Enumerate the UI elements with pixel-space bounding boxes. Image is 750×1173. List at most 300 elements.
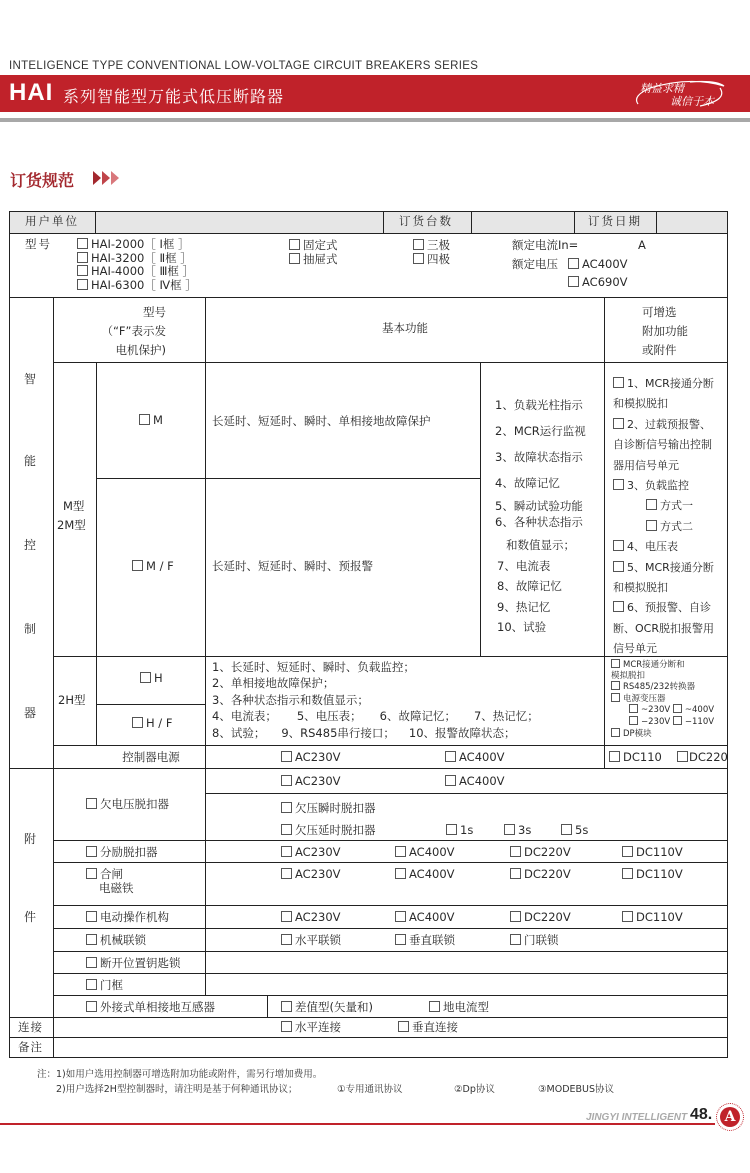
addon-option[interactable]: [613, 517, 714, 537]
checkbox[interactable]: [86, 798, 97, 809]
col-divider: [656, 211, 657, 233]
option-label: AC400V: [409, 910, 455, 924]
option-label: AC230V: [295, 750, 341, 764]
checkbox[interactable]: [561, 824, 572, 835]
slogan-line1: 精益求精: [640, 82, 684, 95]
checkbox[interactable]: [140, 672, 151, 683]
header-line: 型号: [143, 305, 166, 319]
checkbox[interactable]: [629, 704, 638, 713]
checkbox[interactable]: [77, 265, 88, 276]
controller-power-label: 控制器电源: [122, 750, 180, 764]
option-label: 门联锁: [524, 933, 559, 947]
frame-option[interactable]: [77, 252, 197, 266]
checkbox[interactable]: [677, 751, 688, 762]
function-item: 1、负载光柱指示: [495, 398, 583, 412]
option-label: DC110V: [636, 845, 683, 859]
user-unit-field[interactable]: [97, 212, 382, 232]
motor-option[interactable]: [281, 910, 341, 924]
interlock-option[interactable]: [395, 933, 455, 947]
option-label: AC230V: [295, 910, 341, 924]
checkbox[interactable]: [622, 868, 633, 879]
checkbox[interactable]: [281, 824, 292, 835]
addon-option[interactable]: [673, 705, 714, 715]
checkbox[interactable]: [86, 979, 97, 990]
checkbox[interactable]: [622, 911, 633, 922]
interlock-option[interactable]: [510, 933, 559, 947]
section-title: 订货规范: [10, 171, 75, 190]
motor-operator[interactable]: [86, 910, 169, 924]
option-label: 差值型(矢量和): [295, 1000, 373, 1014]
pole-options: [413, 238, 450, 266]
option-label: DC110V: [636, 910, 683, 924]
model-column-header: [56, 303, 166, 360]
mount-label: 抽屉式: [303, 252, 338, 266]
checkbox[interactable]: [510, 911, 521, 922]
remarks-label: 备注: [18, 1040, 43, 1054]
m-description: 长延时、短延时、瞬时、单相接地故障保护: [212, 414, 431, 428]
checkbox[interactable]: [622, 846, 633, 857]
undervoltage-release[interactable]: [86, 797, 169, 811]
checkbox[interactable]: [445, 751, 456, 762]
pole-option[interactable]: [413, 252, 450, 266]
addon-text: 5、MCR接通分断: [627, 560, 714, 574]
col-divider: [205, 297, 206, 768]
controller-section-char: 能: [24, 454, 37, 468]
option-label: AC400V: [409, 845, 455, 859]
checkbox[interactable]: [281, 846, 292, 857]
h-addon-list: [611, 659, 714, 739]
function-item: 8、试验；: [212, 725, 266, 740]
header-line: 可增选: [642, 305, 677, 319]
function-item: 4、故障记忆: [495, 476, 560, 490]
addon-text: 方式二: [660, 519, 693, 533]
key-lock[interactable]: [86, 956, 181, 970]
quantity-label: 订货台数: [399, 214, 453, 228]
checkbox[interactable]: [77, 252, 88, 263]
frame-option[interactable]: [77, 279, 197, 293]
closing-coil[interactable]: [86, 867, 134, 895]
checkbox[interactable]: [613, 377, 624, 388]
function-item: 5、瞬动试验功能: [495, 499, 583, 513]
addon-option[interactable]: [613, 374, 714, 394]
addon-text: 器用信号单元: [613, 458, 679, 472]
addon-column-header: [642, 303, 688, 360]
frame-option[interactable]: [77, 238, 197, 252]
quantity-field[interactable]: [473, 212, 573, 232]
option-label: DC110V: [636, 867, 683, 881]
function-item: 10、试验: [497, 620, 547, 634]
checkbox[interactable]: [132, 717, 143, 728]
m-type-label: [57, 497, 86, 535]
uv-delay-option[interactable]: [561, 823, 588, 837]
checkbox[interactable]: [395, 868, 406, 879]
function-item: 4、电流表；: [212, 709, 277, 724]
m-function-list-b: [495, 498, 583, 530]
checkbox[interactable]: [673, 716, 682, 725]
checkbox[interactable]: [281, 1021, 292, 1032]
slogan-line2: 诚信于本: [670, 95, 714, 108]
col-divider: [267, 995, 268, 1017]
option-label: M: [153, 413, 163, 427]
addon-text: 1、MCR接通分断: [627, 377, 714, 390]
checkbox[interactable]: [395, 934, 406, 945]
header-line: 或附件: [642, 343, 677, 357]
option-label: M / F: [146, 559, 174, 573]
checkbox[interactable]: [568, 258, 579, 269]
checkbox[interactable]: [510, 846, 521, 857]
basic-function-header: 基本功能: [382, 321, 428, 335]
chapter-badge-letter: A: [720, 1107, 740, 1127]
shunt-option[interactable]: [281, 845, 341, 859]
checkbox[interactable]: [568, 276, 579, 287]
option-label: DC220V: [524, 910, 571, 924]
checkbox[interactable]: [609, 751, 620, 762]
power-option[interactable]: [677, 750, 728, 764]
frame-options: [77, 238, 197, 292]
col-divider: [471, 211, 472, 233]
addon-text: 电源变压器: [623, 693, 666, 704]
addon-option[interactable]: [611, 659, 714, 671]
addon-text: 断、OCR脱扣报警用: [613, 621, 714, 635]
addon-option[interactable]: [611, 693, 714, 705]
col-divider: [53, 297, 54, 1057]
checkbox[interactable]: [281, 868, 292, 879]
addon-option[interactable]: [611, 681, 714, 693]
mechanical-interlock[interactable]: [86, 933, 146, 947]
option-label: AC230V: [295, 774, 341, 788]
table-border: [9, 211, 10, 1058]
option-label: 3s: [518, 823, 532, 837]
checkbox[interactable]: [398, 1021, 409, 1032]
checkbox[interactable]: [281, 775, 292, 786]
checkbox[interactable]: [646, 520, 657, 531]
checkbox[interactable]: [613, 540, 624, 551]
checkbox[interactable]: [86, 868, 97, 879]
checkbox[interactable]: [86, 846, 97, 857]
row-divider: [53, 995, 728, 996]
checkbox[interactable]: [413, 239, 424, 250]
option-label: 1s: [460, 823, 474, 837]
uv-voltage-option[interactable]: [445, 774, 505, 788]
option-label: 5s: [575, 823, 589, 837]
checkbox[interactable]: [86, 1001, 97, 1012]
user-unit-label: 用户单位: [25, 214, 79, 228]
accessory-label: 分励脱扣器: [100, 845, 158, 859]
hf-option[interactable]: [132, 716, 172, 730]
addon-text: 信号单元: [613, 642, 657, 656]
function-item: 6、各种状态指示: [495, 515, 583, 529]
checkbox[interactable]: [504, 824, 515, 835]
row-divider: [96, 478, 480, 479]
addon-option[interactable]: [613, 415, 714, 435]
function-item: 7、热记忆；: [473, 709, 539, 724]
function-item: 8、故障记忆: [497, 579, 562, 593]
shunt-release[interactable]: [86, 845, 158, 859]
pole-label: 四极: [427, 252, 450, 266]
addon-option[interactable]: [613, 496, 714, 516]
checkbox[interactable]: [611, 693, 620, 702]
header-line: （“F”表示发: [101, 324, 166, 338]
h-type-label: 2H型: [58, 693, 86, 707]
function-item: 1、长延时、短延时、瞬时、负载监控；: [212, 660, 415, 674]
row-divider: [53, 951, 728, 952]
accessory-label: 断开位置钥匙锁: [100, 956, 181, 970]
option-label: 垂直联锁: [409, 933, 455, 947]
checkbox[interactable]: [132, 560, 143, 571]
addon-option[interactable]: [629, 705, 670, 715]
option-label: 欠压延时脱扣器: [295, 823, 376, 837]
addon-text: MCR接通分断和: [623, 660, 685, 670]
protocol-option: ②Dp协议: [454, 1084, 495, 1095]
motor-option[interactable]: [395, 910, 455, 924]
checkbox[interactable]: [289, 239, 300, 250]
checkbox[interactable]: [613, 479, 624, 490]
row-divider: [96, 704, 206, 705]
checkbox[interactable]: [646, 499, 657, 510]
m-function-list-a: [495, 392, 586, 496]
checkbox[interactable]: [281, 751, 292, 762]
addon-text: 和模拟脱扣: [613, 581, 668, 595]
frame-option[interactable]: [77, 265, 197, 279]
checkbox[interactable]: [611, 681, 620, 690]
power-option[interactable]: [281, 750, 341, 764]
m-function-list-c: [497, 535, 575, 638]
function-item: 2、MCR运行监视: [495, 424, 586, 438]
accessory-label: 门框: [100, 978, 123, 992]
mf-option[interactable]: [132, 559, 174, 573]
addon-option[interactable]: [613, 476, 714, 496]
checkbox[interactable]: [281, 802, 292, 813]
addon-text: 自诊断信号输出控制: [613, 438, 712, 452]
option-label: 垂直连接: [412, 1020, 458, 1034]
protocol-option: ③MODEBUS协议: [538, 1084, 615, 1095]
addon-text: 方式一: [660, 499, 693, 513]
checkbox[interactable]: [510, 868, 521, 879]
series-title-cn: 系列智能型万能式低压断路器: [63, 87, 285, 106]
chapter-badge-icon: [716, 1103, 744, 1131]
row-divider: [53, 862, 728, 863]
rated-current-label: 额定电流In=: [512, 238, 579, 252]
power-option[interactable]: [445, 750, 505, 764]
rated-voltage-label: 额定电压: [512, 257, 558, 271]
option-label: 地电流型: [443, 1000, 489, 1014]
rated-current-field[interactable]: [578, 238, 633, 252]
closing-option[interactable]: [622, 867, 683, 881]
pole-option[interactable]: [413, 238, 450, 252]
checkbox[interactable]: [86, 957, 97, 968]
checkbox[interactable]: [289, 253, 300, 264]
note-line-2: 2)用户选择2H型控制器时，请注明是基于何种通讯协议；: [56, 1084, 298, 1095]
shunt-option[interactable]: [622, 845, 683, 859]
type-line: 2M型: [57, 518, 86, 532]
shunt-option[interactable]: [510, 845, 571, 859]
ct-option[interactable]: [429, 1000, 489, 1014]
col-divider: [604, 297, 605, 768]
option-label: AC230V: [295, 867, 341, 881]
option-label: H: [154, 671, 163, 685]
checkbox[interactable]: [673, 704, 682, 713]
addon-option[interactable]: [629, 717, 670, 727]
row-divider: [205, 793, 728, 794]
row-divider: [9, 768, 728, 769]
function-item: 3、故障状态指示: [495, 450, 583, 464]
controller-section-char: 智: [24, 372, 37, 386]
function-item: 9、RS485串行接口；: [281, 725, 395, 740]
ground-ct[interactable]: [86, 1000, 215, 1014]
mount-option[interactable]: [289, 252, 338, 266]
uv-delay-option[interactable]: [446, 823, 473, 837]
checkbox[interactable]: [395, 846, 406, 857]
checkbox[interactable]: [446, 824, 457, 835]
function-item: 和数值显示；: [506, 538, 575, 552]
addon-text: 3、负载监控: [627, 479, 689, 493]
option-label: DC220V: [524, 867, 571, 881]
option-label: AC400V: [459, 774, 505, 788]
rated-voltage-option[interactable]: [568, 257, 628, 271]
checkbox[interactable]: [510, 934, 521, 945]
rated-voltage-option[interactable]: [568, 275, 628, 289]
checkbox[interactable]: [613, 601, 624, 612]
pole-label: 三极: [427, 238, 450, 252]
uv-delayed-option[interactable]: [281, 823, 376, 837]
checkbox[interactable]: [281, 934, 292, 945]
checkbox[interactable]: [139, 414, 150, 425]
function-item: 6、故障记忆；: [379, 709, 456, 724]
row-divider: [9, 233, 728, 234]
option-label: 水平连接: [295, 1020, 341, 1034]
voltage-label: AC690V: [582, 275, 628, 289]
checkbox[interactable]: [281, 911, 292, 922]
note-line-1: 注：1)如用户选用控制器可增选附加功能或附件，需另行增加费用。: [37, 1069, 323, 1080]
row-divider: [53, 905, 728, 906]
function-item: 5、电压表；: [296, 709, 362, 724]
checkbox[interactable]: [395, 911, 406, 922]
mf-description: 长延时、短延时、瞬时、预报警: [212, 559, 373, 573]
connection-option[interactable]: [398, 1020, 458, 1034]
addon-option[interactable]: [613, 537, 714, 557]
footer-brand: JINGYI INTELLIGENT: [586, 1112, 688, 1123]
connection-option[interactable]: [281, 1020, 341, 1034]
checkbox[interactable]: [445, 775, 456, 786]
function-item: 9、热记忆: [497, 599, 551, 614]
row-divider: [53, 973, 728, 974]
type-line: M型: [63, 499, 85, 513]
controller-section-char: 制: [24, 622, 37, 636]
checkbox[interactable]: [613, 418, 624, 429]
addon-text: 6、预报警、自诊: [627, 601, 711, 615]
checkbox[interactable]: [611, 659, 620, 668]
closing-option[interactable]: [281, 867, 341, 881]
addon-text: DP模块: [623, 728, 652, 739]
addon-text: 和模拟脱扣: [613, 397, 668, 411]
checkbox[interactable]: [281, 1001, 292, 1012]
controller-section-char: 控: [24, 538, 37, 552]
slogan-logo: [630, 78, 730, 110]
door-frame[interactable]: [86, 978, 123, 992]
addon-text: 2、过载预报警、: [627, 417, 711, 431]
header-line: 电机保护): [115, 343, 166, 357]
option-label: AC400V: [459, 750, 505, 764]
m-option[interactable]: [139, 413, 163, 427]
frame-label: HAI-4000［ Ⅲ框 ］: [91, 264, 195, 278]
closing-option[interactable]: [510, 867, 571, 881]
option-label: H / F: [146, 716, 173, 730]
interlock-option[interactable]: [281, 933, 341, 947]
addon-text: RS485/232转换器: [623, 682, 696, 693]
function-item: 3、各种状态指示和数值显示；: [212, 692, 369, 707]
frame-label: HAI-2000［ Ⅰ框 ］: [91, 237, 190, 251]
rated-current-unit: A: [638, 238, 646, 252]
frame-label: HAI-3200［ Ⅱ框 ］: [91, 250, 192, 265]
checkbox[interactable]: [413, 253, 424, 264]
row-divider: [53, 840, 728, 841]
checkbox[interactable]: [611, 728, 620, 737]
col-divider: [205, 768, 206, 995]
addon-option[interactable]: [613, 558, 714, 578]
addon-text: −230V: [641, 716, 671, 727]
motor-option[interactable]: [622, 910, 683, 924]
triple-chevron-right-icon: [93, 170, 121, 189]
motor-option[interactable]: [510, 910, 571, 924]
col-divider: [96, 362, 97, 745]
checkbox[interactable]: [77, 238, 88, 249]
closing-option[interactable]: [395, 867, 455, 881]
checkbox[interactable]: [629, 716, 638, 725]
date-field[interactable]: [658, 212, 726, 232]
checkbox[interactable]: [86, 911, 97, 922]
option-label: DC220V: [524, 845, 571, 859]
shunt-option[interactable]: [395, 845, 455, 859]
row-divider: [9, 1017, 728, 1018]
h-option[interactable]: [140, 671, 163, 685]
accessory-label: 合闸: [100, 867, 123, 881]
checkbox[interactable]: [429, 1001, 440, 1012]
checkbox[interactable]: [77, 279, 88, 290]
addon-text: 4、电压表: [627, 540, 678, 554]
function-item: 2、单相接地故障保护；: [212, 676, 335, 691]
page-number: 48.: [690, 1106, 713, 1123]
addon-option[interactable]: [673, 717, 714, 727]
option-label: 水平联锁: [295, 933, 341, 947]
row-divider: [53, 362, 728, 363]
uv-voltage-option[interactable]: [281, 774, 341, 788]
addon-text: −110V: [684, 716, 715, 727]
addon-option[interactable]: [613, 598, 714, 618]
function-item: 7、电流表: [497, 558, 551, 573]
accessory-label: 电磁铁: [99, 881, 134, 895]
option-label: AC400V: [409, 867, 455, 881]
col-divider: [574, 211, 575, 233]
mount-option[interactable]: [289, 238, 338, 252]
controller-section-char: 器: [24, 706, 37, 720]
checkbox[interactable]: [86, 934, 97, 945]
checkbox[interactable]: [613, 561, 624, 572]
uv-delay-option[interactable]: [504, 823, 531, 837]
m-addon-list: [613, 374, 714, 660]
accessory-label: 电动操作机构: [100, 910, 169, 924]
col-divider: [383, 211, 384, 233]
row-divider: [53, 745, 728, 746]
power-option[interactable]: [609, 750, 662, 764]
addon-option[interactable]: [611, 728, 714, 740]
row-divider: [9, 297, 728, 298]
ct-option[interactable]: [281, 1000, 373, 1014]
option-label: DC220: [689, 750, 728, 764]
table-border: [727, 211, 728, 1058]
frame-label: HAI-6300［ Ⅳ框 ］: [91, 277, 197, 292]
remarks-field[interactable]: [55, 1038, 726, 1056]
uv-instant-option[interactable]: [281, 801, 376, 815]
